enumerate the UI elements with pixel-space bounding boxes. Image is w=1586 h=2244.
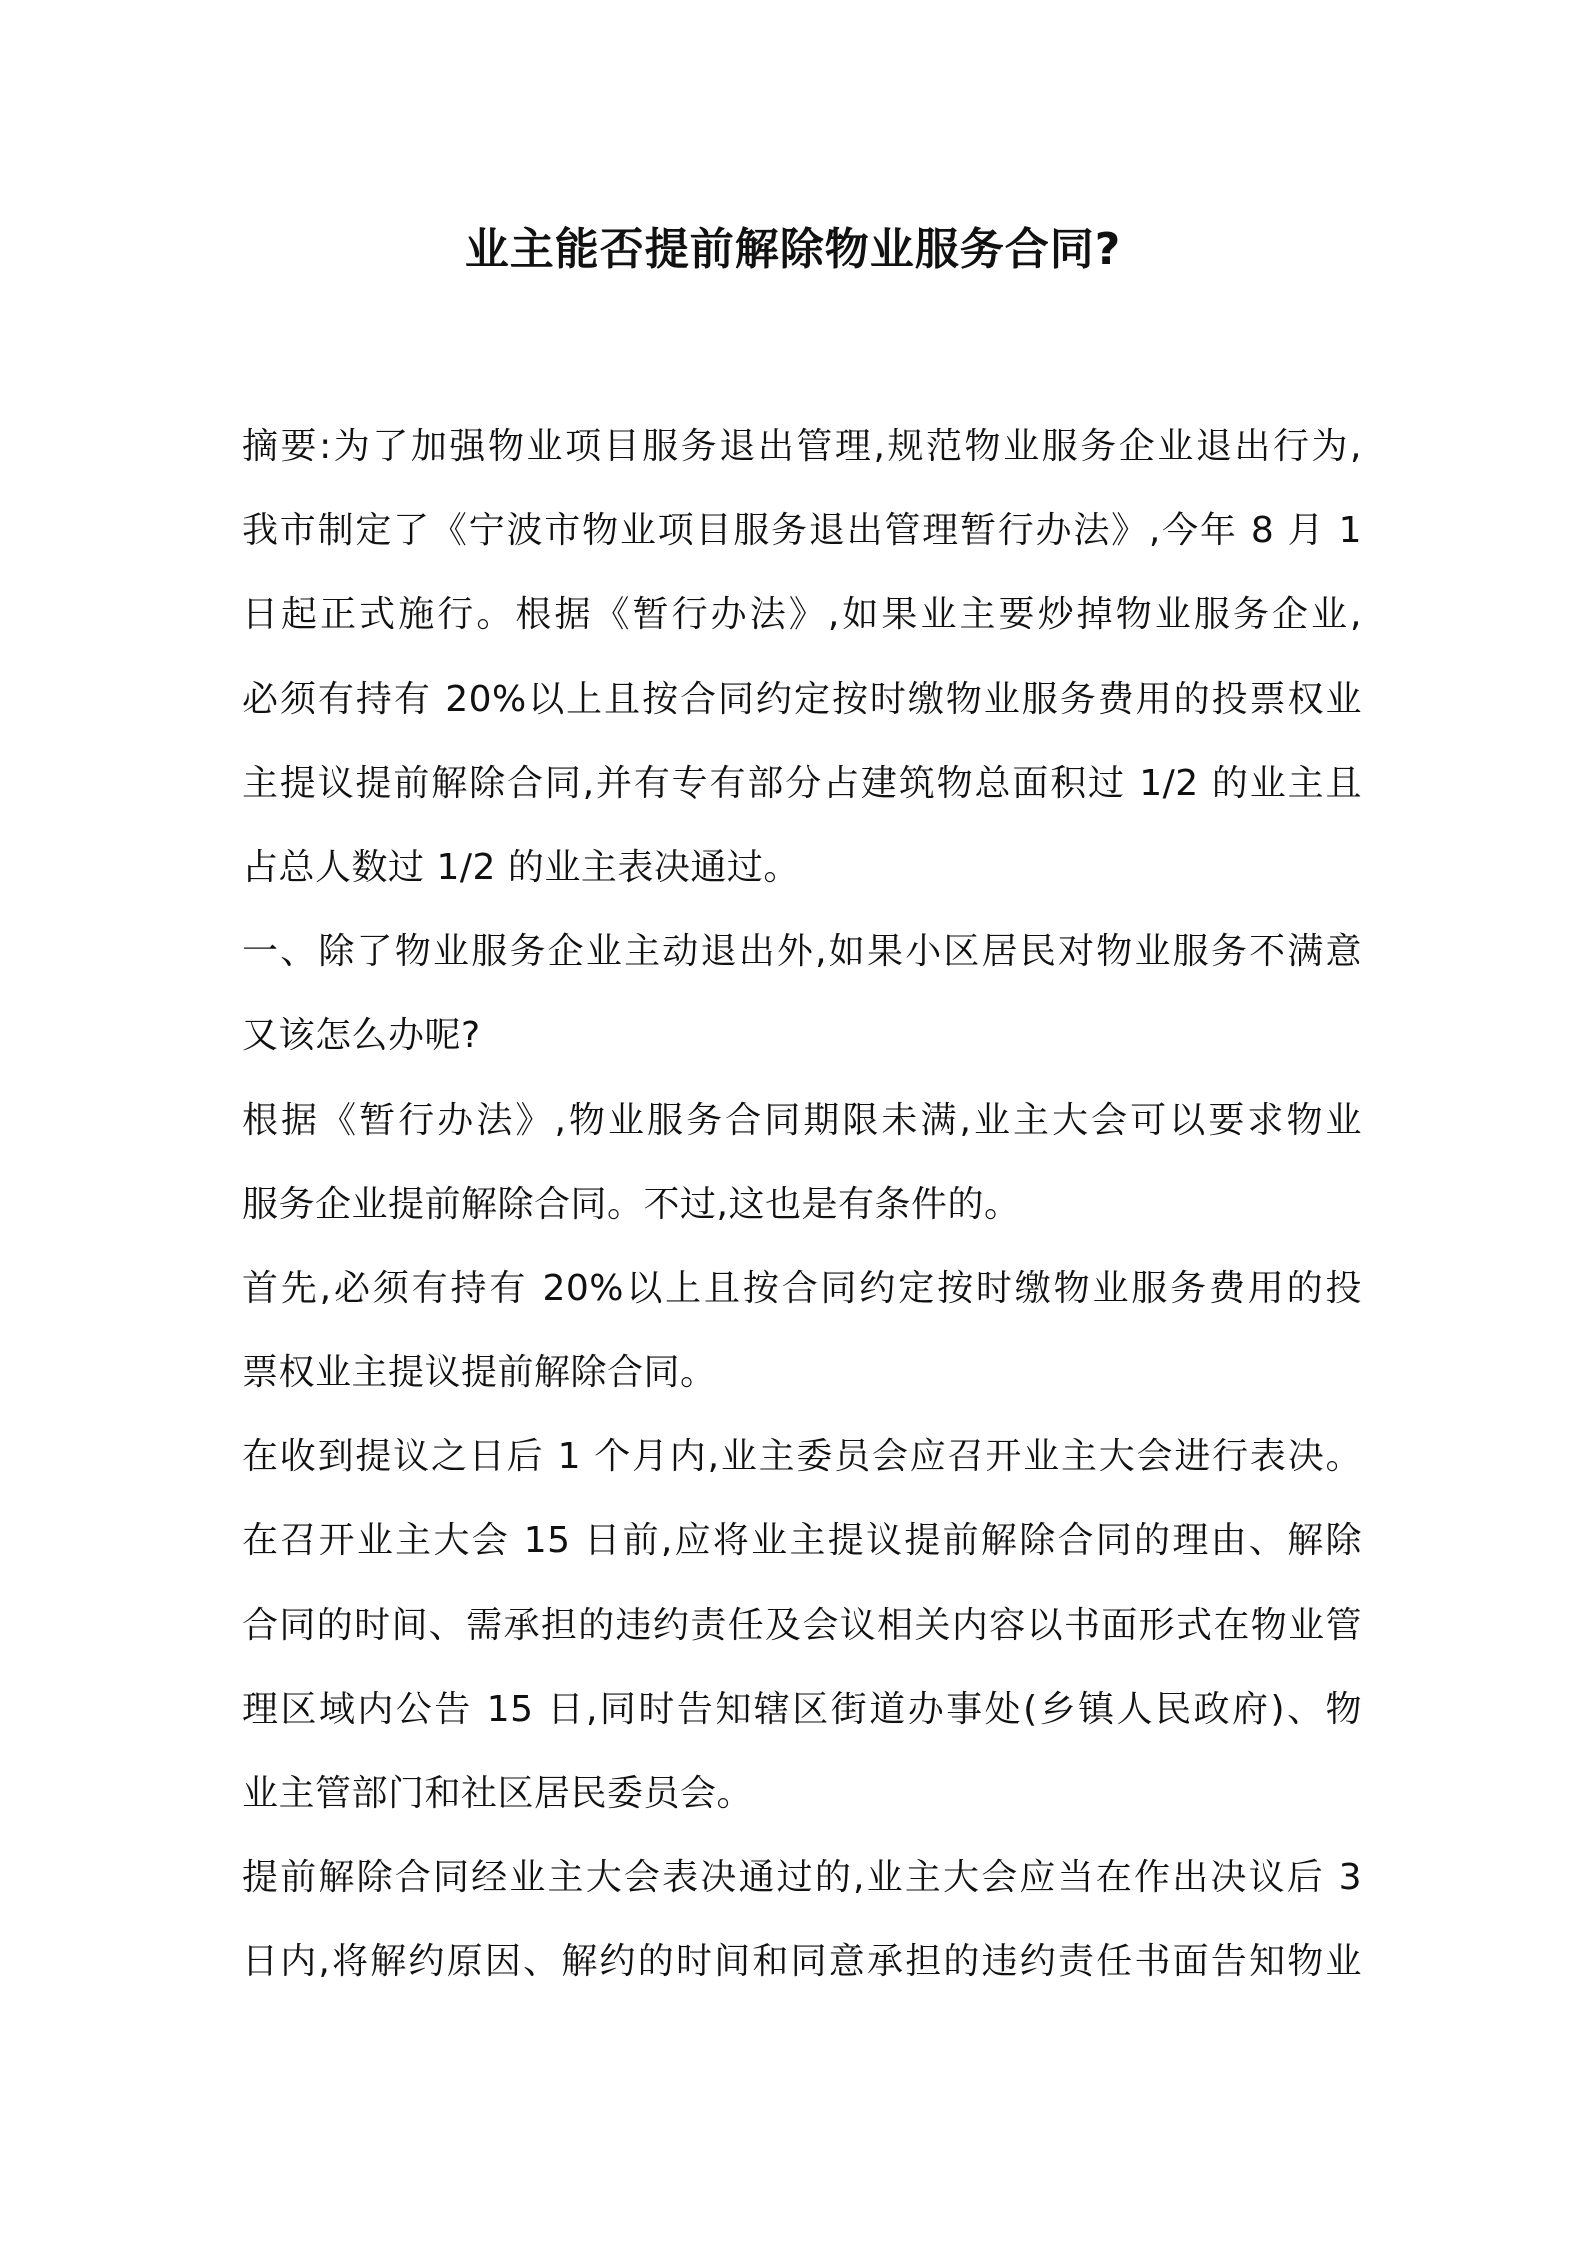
body-line: 摘要:为了加强物业项目服务退出管理,规范物业服务企业退出行为,	[242, 426, 1362, 467]
body-line: 合同的时间、需承担的违约责任及会议相关内容以书面形式在物业管	[242, 1604, 1362, 1646]
body-line: 一、除了物业服务企业主动退出外,如果小区居民对物业服务不满意	[242, 931, 1362, 973]
body-line: 根据《暂行办法》,物业服务合同期限未满,业主大会可以要求物业	[242, 1099, 1362, 1141]
body-line: 必须有持有 20%以上且按合同约定按时缴物业服务费用的投票权业	[242, 678, 1362, 720]
body-line: 票权业主提议提前解除合同。	[242, 1352, 717, 1394]
body-line: 主提议提前解除合同,并有专有部分占建筑物总面积过 1/2 的业主且	[242, 762, 1362, 804]
document-title: 业主能否提前解除物业服务合同?	[464, 224, 1122, 275]
body-line: 又该怎么办呢?	[242, 1015, 481, 1057]
body-line: 日起正式施行。根据《暂行办法》,如果业主要炒掉物业服务企业,	[242, 594, 1362, 636]
body-line: 占总人数过 1/2 的业主表决通过。	[242, 846, 800, 888]
body-line: 在收到提议之日后 1 个月内,业主委员会应召开业主大会进行表决。	[242, 1436, 1362, 1478]
body-line: 我市制定了《宁波市物业项目服务退出管理暂行办法》,今年 8 月 1	[242, 510, 1362, 552]
document-body	[242, 405, 1362, 2005]
body-line: 日内,将解约原因、解约的时间和同意承担的违约责任书面告知物业	[242, 1941, 1362, 1983]
body-line: 在召开业主大会 15 日前,应将业主提议提前解除合同的理由、解除	[242, 1520, 1362, 1562]
body-line: 理区域内公告 15 日,同时告知辖区街道办事处(乡镇人民政府)、物	[242, 1688, 1362, 1730]
body-line: 首先,必须有持有 20%以上且按合同约定按时缴物业服务费用的投	[242, 1267, 1362, 1309]
body-line: 服务企业提前解除合同。不过,这也是有条件的。	[242, 1183, 1021, 1225]
body-line: 提前解除合同经业主大会表决通过的,业主大会应当在作出决议后 3	[242, 1857, 1362, 1899]
body-line: 业主管部门和社区居民委员会。	[242, 1773, 754, 1814]
